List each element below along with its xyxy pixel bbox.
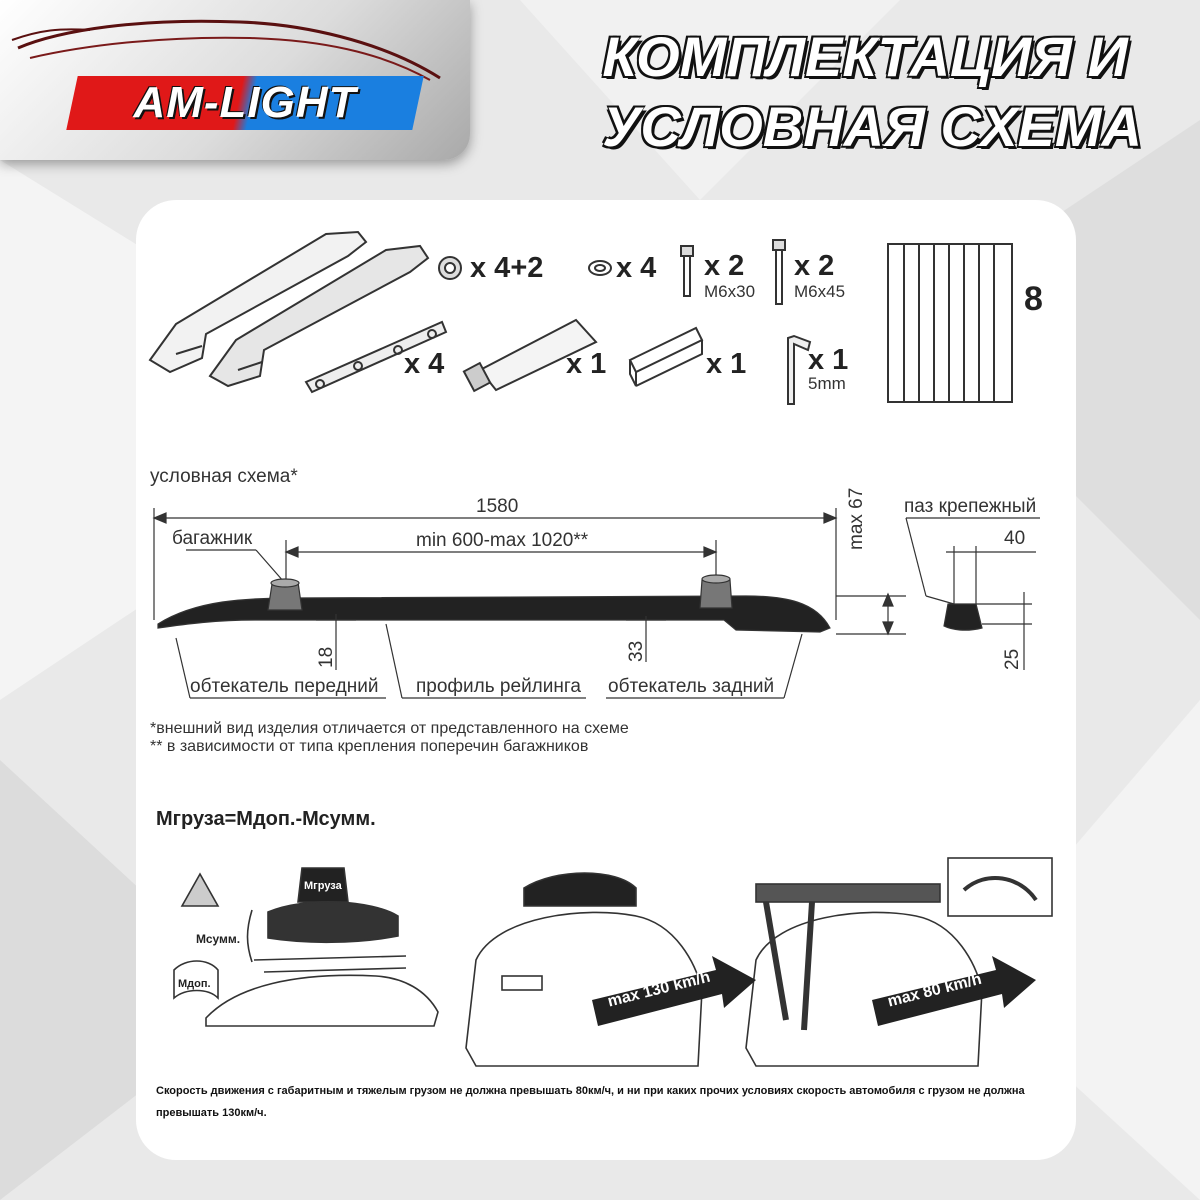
footnote-2: ** в зависимости от типа крепления поперечин багажников: [150, 738, 589, 755]
rail-length-label: 1580: [476, 496, 519, 517]
rail-diagram: [154, 508, 1040, 698]
bolt-m6x30-size: M6x30: [704, 282, 756, 301]
hex-key-icon: [788, 336, 810, 404]
strips-quantity: 8: [1024, 280, 1043, 318]
hex-key-quantity: x 1: [808, 344, 849, 376]
speed-limit-80: max 80 km/h: [886, 970, 984, 1011]
nut-icon: [439, 257, 461, 279]
bolt-m6x45-quantity: x 2: [794, 250, 835, 282]
instruction-card: [136, 200, 1076, 1160]
brand-logo: [66, 76, 423, 130]
front-gap-label: 18: [316, 646, 337, 668]
hex-key-size: 5mm: [808, 374, 846, 393]
car-side-icon: [206, 975, 438, 1026]
page-title-line1: КОМПЛЕКТАЦИЯ И: [602, 25, 1128, 88]
adhesive-strips-icon: [888, 244, 1012, 402]
rear-gap-label: 33: [626, 640, 647, 662]
bolt-m6x30-icon: [681, 246, 693, 296]
permitted-mass-label: Мдоп.: [178, 978, 211, 990]
speed-warning-text: Скорость движения с габаритным и тяжелым грузом не должна превышать 80км/ч, и ни при каких прочих условиях скорость автомобиля с грузом не должна превышать 130км/ч.: [156, 1085, 1025, 1119]
block-icon: [630, 328, 702, 386]
speed-limit-130: max 130 km/h: [606, 968, 712, 1011]
footnote-1: *внешний вид изделия отличается от представленного на схеме: [150, 720, 629, 737]
washer-icon: [589, 261, 611, 275]
bracket-quantity: x 4: [404, 348, 445, 380]
rear-cap-label: обтекатель задний: [608, 676, 775, 697]
rail-profile-label: профиль рейлинга: [416, 676, 581, 697]
bolt-m6x30-quantity: x 2: [704, 250, 745, 282]
front-cap-label: обтекатель передний: [190, 676, 379, 697]
carrier-range-label: min 600-max 1020**: [416, 530, 589, 551]
carrier-label: багажник: [172, 528, 253, 549]
slot-label: паз крепежный: [904, 496, 1037, 517]
slot-height-label: 25: [1002, 648, 1023, 670]
bolt-m6x45-size: M6x45: [794, 282, 846, 301]
load-formula: Мгруза=Мдоп.-Мсумм.: [156, 808, 376, 830]
washer-quantity: x 4: [616, 252, 657, 284]
roof-box-icon: [268, 902, 398, 942]
scheme-title: условная схема*: [150, 466, 298, 487]
page-title-line2: УСЛОВНАЯ СХЕМА: [602, 95, 1142, 158]
strap-detail-inset: [948, 858, 1052, 916]
glue-quantity: x 1: [566, 348, 607, 380]
max-height-label: max 67: [846, 487, 867, 550]
bolt-m6x45-icon: [773, 240, 785, 304]
slot-width-label: 40: [1004, 528, 1026, 549]
page-title: [602, 22, 1142, 162]
sum-mass-label: Мсумм.: [196, 932, 241, 946]
logo-box: [0, 0, 470, 160]
warning-icon: [182, 874, 218, 906]
brand-name: AM-LIGHT: [133, 78, 357, 127]
nut-quantity: x 4+2: [470, 252, 544, 284]
load-mass-label: Мгруза: [304, 880, 342, 892]
block-quantity: x 1: [706, 348, 747, 380]
